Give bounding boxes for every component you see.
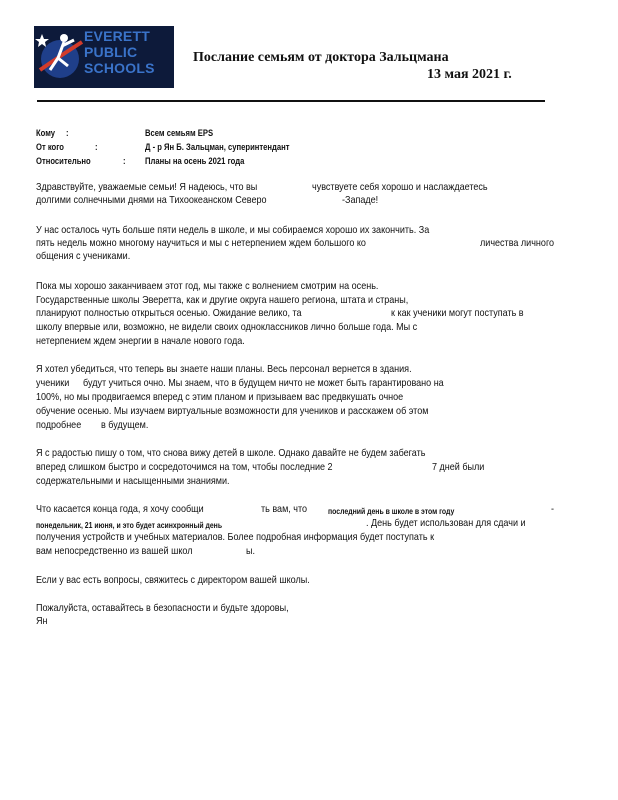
subject-label: Относительно xyxy=(36,156,91,166)
from-label: От кого xyxy=(36,142,64,152)
paragraph-line: 100%, но мы продвигаемся вперед с этим планом и призываем вас предвкушать очное xyxy=(36,391,404,403)
closing-line: Пожалуйста, оставайтесь в безопасности и будьте здоровы, xyxy=(36,602,289,614)
paragraph-line: 7 дней были xyxy=(432,461,485,473)
paragraph-line: Если у вас есть вопросы, свяжитесь с директором вашей школы. xyxy=(36,574,310,586)
paragraph-line: Я с радостью пишу о том, что снова вижу детей в школе. Однако давайте не будем забегать xyxy=(36,447,426,459)
paragraph-line: Здравствуйте, уважаемые семьи! Я надеюсь, что вы xyxy=(36,181,258,193)
paragraph-line: планируют полностью открыться осенью. Ожидание велико, та xyxy=(36,307,302,319)
paragraph-line: чувствуете себя хорошо и наслаждаетесь xyxy=(312,181,488,193)
from-value: Д - р Ян Б. Зальцман, суперинтендант xyxy=(145,142,290,152)
paragraph-line: пять недель можно многому научиться и мы с нетерпением ждем большого ко xyxy=(36,237,366,249)
to-label: Кому xyxy=(36,128,56,138)
paragraph-line: обучение осенью. Мы изучаем виртуальные возможности для учеников и расскажем об этом xyxy=(36,405,429,417)
paragraph-line: Я хотел убедиться, что теперь вы знаете наши планы. Весь персонал вернется в здания. xyxy=(36,363,412,375)
paragraph-line: общения с учениками. xyxy=(36,250,131,262)
paragraph-line: вперед слишком быстро и сосредоточимся на том, чтобы последние 2 xyxy=(36,461,333,473)
logo-line-3: SCHOOLS xyxy=(84,60,155,76)
paragraph-line: ученики xyxy=(36,377,70,389)
paragraph-line: У нас осталось чуть больше пяти недель в школе, и мы собираемся хорошо их закончить. За xyxy=(36,224,430,236)
paragraph-line: будут учиться очно. Мы знаем, что в будущем ничто не может быть гарантировано на xyxy=(83,377,444,389)
letter-title: Послание семьям от доктора Зальцмана xyxy=(193,50,449,65)
paragraph-line: нетерпением ждем энергии в начале нового года. xyxy=(36,335,245,347)
last-day-date: понедельник, 21 июня, и это будет асинхронный день xyxy=(36,521,223,530)
letter-date: 13 мая 2021 г. xyxy=(427,67,512,82)
paragraph-line: содержательными и насыщенными знаниями. xyxy=(36,475,230,487)
paragraph-line: к как ученики могут поступать в xyxy=(391,307,524,319)
paragraph-line: Пока мы хорошо заканчиваем этот год, мы также с волнением смотрим на осень. xyxy=(36,280,379,292)
paragraph-line: ы. xyxy=(246,545,256,557)
subject-colon: : xyxy=(123,156,126,166)
to-colon: : xyxy=(66,128,69,138)
signature-name: Ян xyxy=(36,615,48,627)
paragraph-line: вам непосредственно из вашей школ xyxy=(36,545,193,557)
paragraph-line: в будущем. xyxy=(101,419,149,431)
to-value: Всем семьям EPS xyxy=(145,128,214,138)
paragraph-line: получения устройств и учебных материалов. Более подробная информация будет поступать к xyxy=(36,531,435,543)
paragraph-line: . День будет использован для сдачи и xyxy=(366,517,526,529)
logo-line-1: EVERETT xyxy=(84,28,150,44)
paragraph-line: Что касается конца года, я хочу сообщи xyxy=(36,503,204,515)
paragraph-line: школу впервые или, возможно, не видели своих одноклассников лично больше года. Мы с xyxy=(36,321,418,333)
paragraph-line: ть вам, что xyxy=(261,503,308,515)
logo-line-2: PUBLIC xyxy=(84,44,138,60)
paragraph-line: долгими солнечными днями на Тихоокеанском Северо xyxy=(36,194,267,206)
paragraph-line: подробнее xyxy=(36,419,82,431)
paragraph-line: Государственные школы Эверетта, как и другие округа нашего региона, штата и страны, xyxy=(36,294,409,306)
district-logo xyxy=(34,26,174,88)
paragraph-line: личества личного xyxy=(480,237,555,249)
last-day-highlight: последний день в школе в этом году xyxy=(328,507,455,516)
paragraph-line: - xyxy=(551,503,555,515)
from-colon: : xyxy=(95,142,98,152)
subject-value: Планы на осень 2021 года xyxy=(145,156,245,166)
header-divider xyxy=(37,100,545,102)
paragraph-line: -Западе! xyxy=(342,194,379,206)
